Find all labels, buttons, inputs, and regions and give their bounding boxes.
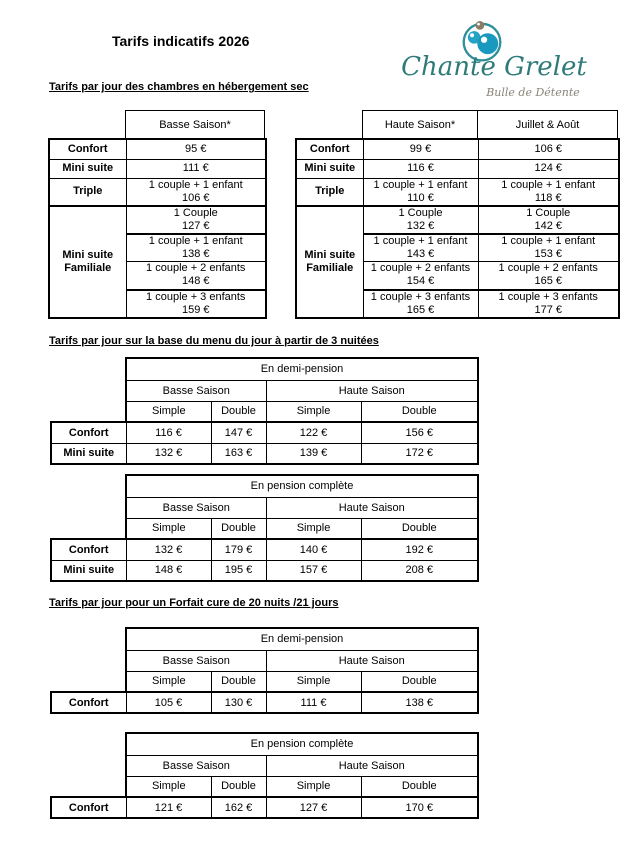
price-cell xyxy=(126,178,266,206)
dry-rates-high-season-table xyxy=(295,138,620,319)
price-cell: 124 € xyxy=(478,159,619,178)
price-cell: 116 € xyxy=(126,422,211,443)
spacer-cell xyxy=(51,497,126,518)
occupancy-text: 1 couple + 3 enfants xyxy=(498,290,598,303)
occupancy-text: 1 couple + 1 enfant xyxy=(501,178,596,191)
cure-full-board-table xyxy=(50,732,479,819)
price-cell xyxy=(478,262,619,290)
price-text: 127 € xyxy=(181,219,210,232)
price-text: 154 € xyxy=(406,275,435,288)
occupancy-text: 1 Couple xyxy=(173,206,218,219)
price-cell xyxy=(126,206,266,234)
room-type-label: Confort xyxy=(49,139,126,159)
room-type-label-line: Mini suite xyxy=(304,248,356,261)
spacer-cell xyxy=(51,475,126,497)
price-cell: 127 € xyxy=(266,797,361,818)
room-type-label: Confort xyxy=(296,139,363,159)
page-title: Tarifs indicatifs 2026 xyxy=(112,33,250,49)
price-cell: 116 € xyxy=(363,159,478,178)
price-text: 138 € xyxy=(181,247,210,260)
price-cell: 139 € xyxy=(266,443,361,464)
full-board-table xyxy=(50,474,479,582)
season-group-cell: Basse Saison xyxy=(126,650,266,671)
price-text: 118 € xyxy=(534,191,562,204)
price-text: 148 € xyxy=(181,275,210,288)
price-text: 143 € xyxy=(406,247,435,260)
price-cell: 121 € xyxy=(126,797,211,818)
price-cell: 99 € xyxy=(363,139,478,159)
room-type-label: Mini suite xyxy=(49,159,126,178)
room-type-label-line: Familiale xyxy=(64,261,112,274)
price-cell xyxy=(363,178,478,206)
price-cell xyxy=(478,234,619,262)
room-type-label: Confort xyxy=(51,539,126,560)
column-header-cell: Double xyxy=(211,518,266,539)
price-cell: 157 € xyxy=(266,560,361,581)
spacer-cell xyxy=(51,380,126,401)
price-cell: 162 € xyxy=(211,797,266,818)
occupancy-text: 1 couple + 1 enfant xyxy=(501,234,596,247)
room-type-label: Confort xyxy=(51,692,126,713)
price-cell: 172 € xyxy=(361,443,478,464)
season-header-july-august: Juillet & Août xyxy=(477,110,618,138)
season-header-high: Haute Saison* xyxy=(362,110,477,138)
occupancy-text: 1 couple + 2 enfants xyxy=(370,262,471,275)
price-text: 132 € xyxy=(406,219,435,232)
column-header-cell: Double xyxy=(361,401,478,422)
occupancy-text: 1 Couple xyxy=(398,206,443,219)
section-heading-cure-package: Tarifs par jour pour un Forfait cure de 20 nuits /21 jours xyxy=(49,597,339,609)
column-header-cell: Double xyxy=(361,518,478,539)
price-cell: 95 € xyxy=(126,139,266,159)
room-type-label: Mini suite xyxy=(51,443,126,464)
occupancy-text: 1 couple + 1 enfant xyxy=(148,178,243,191)
season-group-cell: Haute Saison xyxy=(266,380,478,401)
section-heading-dry-rates: Tarifs par jour des chambres en hébergement sec xyxy=(49,81,309,93)
room-type-label: Triple xyxy=(49,178,126,206)
price-cell: 111 € xyxy=(126,159,266,178)
price-cell xyxy=(363,234,478,262)
price-cell: 156 € xyxy=(361,422,478,443)
season-group-cell: Basse Saison xyxy=(126,755,266,776)
occupancy-text: 1 couple + 1 enfant xyxy=(373,234,468,247)
price-cell: 130 € xyxy=(211,692,266,713)
table-title-cell: En pension complète xyxy=(126,475,478,497)
spacer-cell xyxy=(51,671,126,692)
price-cell: 140 € xyxy=(266,539,361,560)
logo-tagline: Bulle de Détente xyxy=(486,86,580,99)
price-cell: 208 € xyxy=(361,560,478,581)
price-cell xyxy=(478,178,619,206)
price-cell xyxy=(126,290,266,318)
occupancy-text: 1 Couple xyxy=(526,206,571,219)
price-cell xyxy=(478,290,619,318)
price-text: 165 € xyxy=(406,303,435,316)
table-title-cell: En pension complète xyxy=(126,733,478,755)
spacer-cell xyxy=(51,650,126,671)
season-header-low: Basse Saison* xyxy=(125,110,265,138)
price-cell xyxy=(363,206,478,234)
spacer-cell xyxy=(51,755,126,776)
spacer-cell xyxy=(51,628,126,650)
spacer-cell xyxy=(51,733,126,755)
price-cell xyxy=(126,234,266,262)
occupancy-text: 1 couple + 1 enfant xyxy=(148,234,243,247)
price-cell: 170 € xyxy=(361,797,478,818)
logo-wordmark: Chante Grelet xyxy=(401,52,587,82)
spacer-cell xyxy=(51,358,126,380)
price-text: 153 € xyxy=(534,247,563,260)
price-cell: 192 € xyxy=(361,539,478,560)
column-header-cell: Simple xyxy=(266,518,361,539)
occupancy-text: 1 couple + 2 enfants xyxy=(498,262,598,275)
price-cell: 122 € xyxy=(266,422,361,443)
price-cell: 132 € xyxy=(126,443,211,464)
price-cell: 163 € xyxy=(211,443,266,464)
column-header-cell: Double xyxy=(361,776,478,797)
price-cell: 179 € xyxy=(211,539,266,560)
column-header-cell: Simple xyxy=(266,401,361,422)
room-type-label: Mini suite xyxy=(296,159,363,178)
price-cell: 105 € xyxy=(126,692,211,713)
price-text: 142 € xyxy=(534,219,563,232)
column-header-cell: Simple xyxy=(126,776,211,797)
column-header-cell: Simple xyxy=(126,401,211,422)
column-header-cell: Double xyxy=(211,401,266,422)
price-cell: 147 € xyxy=(211,422,266,443)
season-group-cell: Haute Saison xyxy=(266,650,478,671)
occupancy-text: 1 couple + 3 enfants xyxy=(370,290,471,303)
half-board-table xyxy=(50,357,479,465)
price-cell: 148 € xyxy=(126,560,211,581)
spacer-cell xyxy=(51,776,126,797)
price-text: 177 € xyxy=(534,303,563,316)
price-cell xyxy=(363,290,478,318)
table-title-cell: En demi-pension xyxy=(126,358,478,380)
price-cell: 195 € xyxy=(211,560,266,581)
column-header-cell: Double xyxy=(211,776,266,797)
price-cell: 132 € xyxy=(126,539,211,560)
room-type-label xyxy=(296,206,363,318)
cure-half-board-table xyxy=(50,627,479,714)
room-type-label-line: Familiale xyxy=(306,261,354,274)
column-header-cell: Double xyxy=(211,671,266,692)
section-heading-menu-rates: Tarifs par jour sur la base du menu du jour à partir de 3 nuitées xyxy=(49,335,379,347)
price-text: 165 € xyxy=(534,275,563,288)
occupancy-text: 1 couple + 3 enfants xyxy=(146,290,246,303)
table-title-cell: En demi-pension xyxy=(126,628,478,650)
occupancy-text: 1 couple + 2 enfants xyxy=(146,262,246,275)
price-cell: 138 € xyxy=(361,692,478,713)
occupancy-text: 1 couple + 1 enfant xyxy=(373,178,468,191)
column-header-cell: Simple xyxy=(266,776,361,797)
season-group-cell: Basse Saison xyxy=(126,380,266,401)
season-group-cell: Haute Saison xyxy=(266,755,478,776)
room-type-label: Mini suite xyxy=(51,560,126,581)
price-cell: 111 € xyxy=(266,692,361,713)
price-cell xyxy=(478,206,619,234)
room-type-label: Triple xyxy=(296,178,363,206)
column-header-cell: Double xyxy=(361,671,478,692)
price-text: 159 € xyxy=(181,303,210,316)
price-text: 106 € xyxy=(181,191,210,204)
price-cell xyxy=(363,262,478,290)
room-type-label: Confort xyxy=(51,797,126,818)
column-header-cell: Simple xyxy=(126,671,211,692)
room-type-label-line: Mini suite xyxy=(62,248,114,261)
price-cell xyxy=(126,262,266,290)
season-group-cell: Basse Saison xyxy=(126,497,266,518)
column-header-cell: Simple xyxy=(266,671,361,692)
season-group-cell: Haute Saison xyxy=(266,497,478,518)
spacer-cell xyxy=(51,518,126,539)
price-cell: 106 € xyxy=(478,139,619,159)
room-type-label: Confort xyxy=(51,422,126,443)
dry-rates-low-season-table xyxy=(48,138,267,319)
spacer-cell xyxy=(51,401,126,422)
column-header-cell: Simple xyxy=(126,518,211,539)
room-type-label xyxy=(49,206,126,318)
price-text: 110 € xyxy=(407,191,434,204)
